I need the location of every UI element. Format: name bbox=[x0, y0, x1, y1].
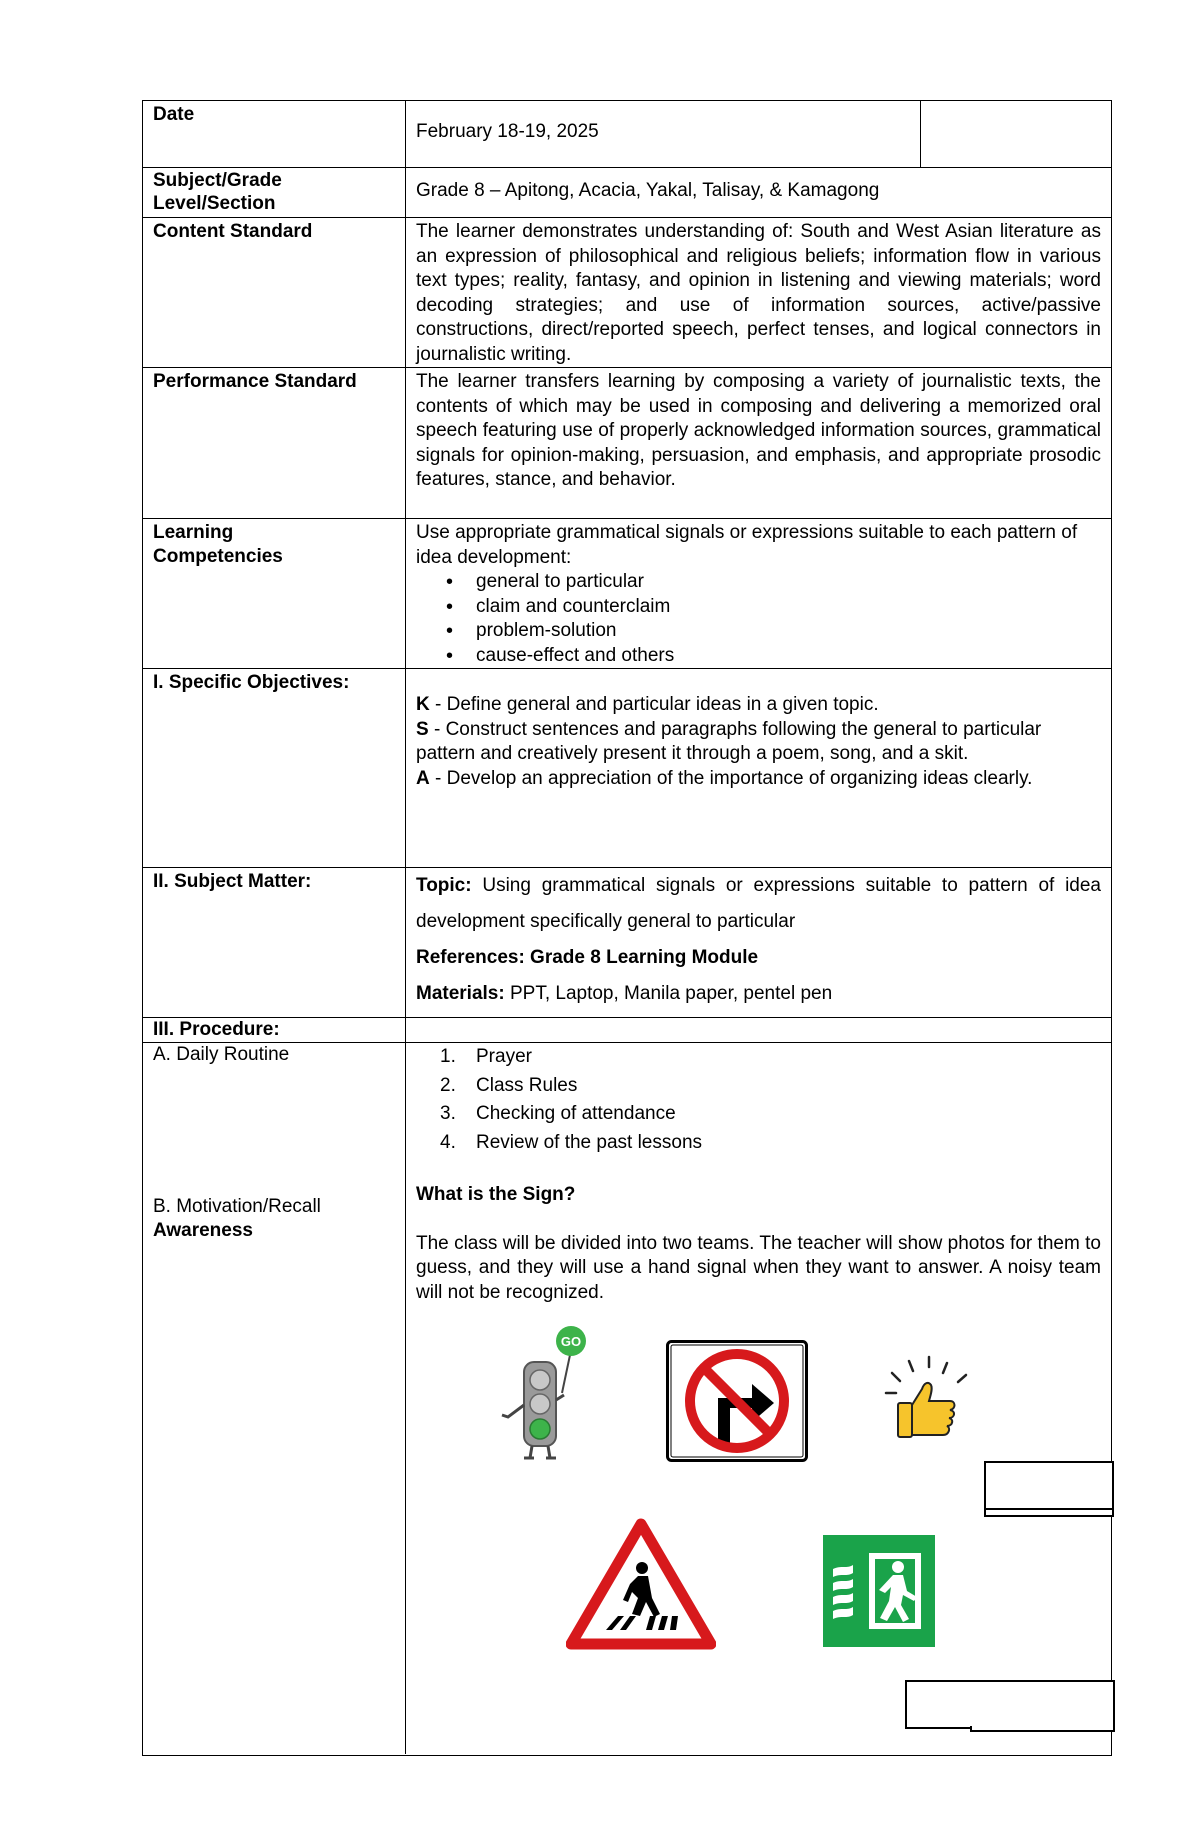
topic-text: Using grammatical signals or expressions suitable to pattern of idea development specifically general to particular bbox=[416, 875, 1101, 932]
materials-text: PPT, Laptop, Manila paper, pentel pen bbox=[504, 983, 833, 1004]
competencies-list bbox=[416, 570, 1101, 668]
content-standard-label: Content Standard bbox=[143, 218, 406, 367]
objectives-value bbox=[406, 669, 1111, 867]
procedure-label: III. Procedure: bbox=[143, 1018, 406, 1042]
row-procedure bbox=[143, 1017, 1111, 1042]
blank-text-box bbox=[970, 1726, 1115, 1732]
go-balloon-text: GO bbox=[560, 1334, 582, 1349]
list-item: • claim and counterclaim bbox=[476, 595, 1101, 620]
objective-a-text: - Develop an appreciation of the importance of organizing ideas clearly. bbox=[429, 767, 1033, 789]
subject-matter-label: II. Subject Matter: bbox=[143, 868, 406, 1017]
objectives-label: I. Specific Objectives: bbox=[143, 669, 406, 867]
performance-standard-label: Performance Standard bbox=[143, 368, 406, 518]
list-item: 3. Checking of attendance bbox=[440, 1103, 676, 1124]
objective-s-text: - Construct sentences and paragraphs following the general to particular pattern and creatively present it through a poem, song, and a skit. bbox=[416, 718, 1042, 765]
objective-k bbox=[416, 693, 1101, 718]
row-performance-standard bbox=[143, 367, 1111, 518]
row-date bbox=[143, 101, 1111, 167]
subject-label: Subject/Grade Level/Section bbox=[143, 168, 406, 217]
subject-value bbox=[406, 168, 1111, 217]
list-item: 1. Prayer bbox=[440, 1046, 532, 1067]
motivation-label: B. Motivation/Recall bbox=[153, 1196, 321, 1217]
content-standard-value: The learner demonstrates understanding of: South and West Asian literature as an expression of philosophical and religious beliefs; information flow in various text types; reality, fantasy, and opinion in listening and viewing materials; word decoding strategies; and use of information sources, active/passive constructions, direct/reported speech, perfect tenses, and logical connectors in journalistic writing. bbox=[416, 221, 1101, 365]
topic-key: Topic: bbox=[416, 875, 472, 896]
blank-text-box bbox=[905, 1680, 1115, 1729]
topic-line bbox=[416, 868, 1101, 940]
performance-standard-value: The learner transfers learning by composing a variety of journalistic texts, the contents of which may be used in composing and delivering a memorized oral speech featuring use of properly acknowledged information sources, grammatical signals for opinion-making, persuasion, and emphasis, and appropriate prosodic features, stance, and behavior. bbox=[416, 371, 1101, 491]
routine-list bbox=[416, 1043, 1101, 1157]
pedestrian-crossing-sign-icon bbox=[566, 1518, 716, 1650]
list-item: 4. Review of the past lessons bbox=[440, 1131, 703, 1153]
materials-line bbox=[416, 976, 1101, 1012]
procedure-blank-cell bbox=[406, 1018, 1111, 1042]
list-item: • general to particular bbox=[476, 570, 1101, 595]
objective-k-text: - Define general and particular ideas in a given topic. bbox=[429, 694, 879, 715]
objective-k-key: K bbox=[416, 694, 430, 715]
date-text: February 18-19, 2025 bbox=[416, 121, 599, 142]
competencies-label: Learning Competencies bbox=[143, 519, 406, 668]
date-value bbox=[406, 101, 921, 167]
materials-key: Materials: bbox=[416, 983, 505, 1004]
competencies-intro: Use appropriate grammatical signals or expressions suitable to each pattern of idea development: bbox=[416, 522, 1078, 568]
activity-text: The class will be divided into two teams. The teacher will show photos for them to guess, and they will use a hand signal when they want to answer. A noisy team will not be recognized. bbox=[416, 1232, 1101, 1303]
emergency-exit-sign-icon bbox=[823, 1535, 935, 1647]
list-item: • cause-effect and others bbox=[476, 644, 1101, 669]
date-label: Date bbox=[143, 101, 406, 167]
list-item: • problem-solution bbox=[476, 619, 1101, 644]
activity-title: What is the Sign? bbox=[416, 1184, 576, 1205]
blank-text-box bbox=[984, 1461, 1114, 1511]
blank-text-box bbox=[984, 1508, 1114, 1517]
lesson-plan-table bbox=[142, 100, 1112, 1756]
no-right-turn-sign-icon bbox=[666, 1340, 808, 1462]
objective-a-key: A bbox=[416, 767, 430, 789]
competencies-value bbox=[406, 519, 1111, 668]
subject-matter-value bbox=[406, 868, 1111, 1017]
row-competencies bbox=[143, 518, 1111, 668]
objective-s-key: S bbox=[416, 718, 429, 740]
traffic-light-go-icon bbox=[490, 1325, 590, 1460]
row-objectives bbox=[143, 668, 1111, 867]
thumbs-up-icon bbox=[884, 1355, 974, 1445]
list-item: 2. Class Rules bbox=[440, 1074, 578, 1096]
row-subject bbox=[143, 167, 1111, 217]
references-line: References: Grade 8 Learning Module bbox=[416, 947, 759, 968]
date-blank-cell bbox=[921, 101, 1111, 167]
objective-a bbox=[416, 767, 1101, 792]
awareness-label: Awareness bbox=[153, 1220, 253, 1241]
subject-text: Grade 8 – Apitong, Acacia, Yakal, Talisay, & Kamagong bbox=[416, 180, 880, 201]
row-content-standard bbox=[143, 217, 1111, 367]
row-subject-matter bbox=[143, 867, 1111, 1017]
routine-labels bbox=[143, 1043, 406, 1754]
daily-routine-label: A. Daily Routine bbox=[153, 1044, 290, 1065]
objective-s bbox=[416, 718, 1101, 767]
